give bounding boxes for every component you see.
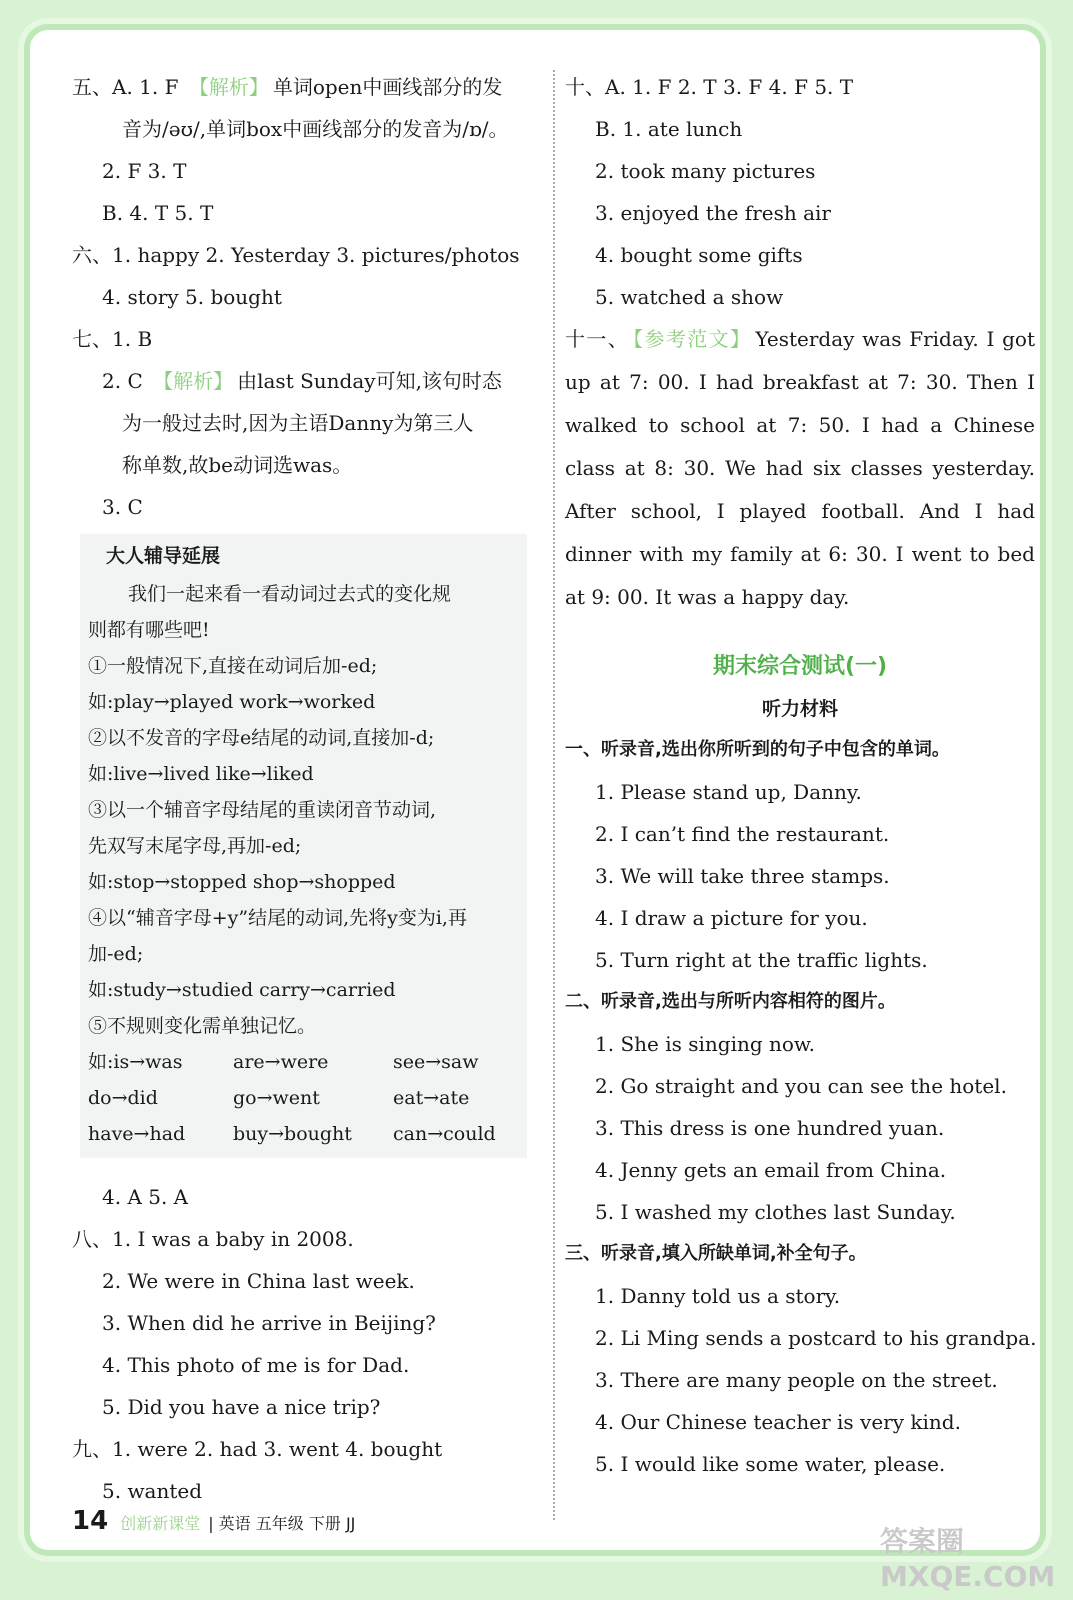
analysis-tag: 【解析】 — [188, 75, 269, 99]
irregular-example: buy→bought — [233, 1123, 352, 1145]
answer-9-1: 九、1. were 2. had 3. went 4. bought — [72, 1437, 443, 1461]
answer-8-3: 3. When did he arrive in Beijing? — [102, 1311, 436, 1335]
answer-5a-2: 2. F 3. T — [102, 159, 187, 183]
irregular-example: eat→ate — [393, 1087, 470, 1109]
answer-6-1: 六、1. happy 2. Yesterday 3. pictures/photos — [72, 243, 520, 267]
rule-5: ⑤不规则变化需单独记忆。 — [88, 1015, 317, 1037]
answer-6-2: 4. story 5. bought — [102, 285, 282, 309]
sample-essay-tag: 【参考范文】 — [633, 327, 752, 351]
rule-1-example: 如:play→played work→worked — [88, 691, 376, 713]
rule-2: ②以不发音的字母e结尾的动词,直接加-d; — [88, 727, 435, 749]
answer-10b-3: 3. enjoyed the fresh air — [595, 201, 831, 225]
rule-4-example: 如:study→studied carry→carried — [88, 979, 396, 1001]
q2-item: 5. I washed my clothes last Sunday. — [595, 1200, 956, 1224]
rule-4-cont: 加-ed; — [88, 943, 144, 965]
q3-item: 2. Li Ming sends a postcard to his grandpa. — [595, 1326, 1037, 1350]
answer-10b-5: 5. watched a show — [595, 285, 784, 309]
rule-2-example: 如:live→lived like→liked — [88, 763, 314, 785]
column-divider — [553, 70, 555, 1520]
answer-10a: 十、A. 1. F 2. T 3. F 4. F 5. T — [565, 75, 854, 99]
answer-8-4: 4. This photo of me is for Dad. — [102, 1353, 410, 1377]
box-intro: 我们一起来看一看动词过去式的变化规 — [128, 583, 452, 605]
watermark: 答案圈 MXQE.COM — [880, 1525, 1056, 1593]
answer-8-5: 5. Did you have a nice trip? — [102, 1395, 381, 1419]
right-column — [565, 66, 1035, 1485]
answer-11-essay: 十一、 【参考范文】 Yesterday was Friday. I got up at 7: 00. I had breakfast at 7: 30. Then I walked to school at 7: 50. I had a Chinese class at 8: 30. We had six classes yesterday. After school, I played football. And I had dinner with my family at 6: 30. I went to bed at 9: 00. It was a happy day. — [565, 327, 1036, 609]
answer-7-2-cont: 为一般过去时,因为主语Danny为第三人 — [122, 411, 474, 435]
q1-item: 5. Turn right at the traffic lights. — [595, 948, 928, 972]
answer-10b-4: 4. bought some gifts — [595, 243, 803, 267]
rule-3-cont: 先双写末尾字母,再加-ed; — [88, 835, 302, 857]
listening-q3: 三、听录音,填入所缺单词,补全句子。 — [565, 1243, 867, 1264]
box-title: 大人辅导延展 — [106, 545, 221, 567]
listening-material-title: 听力材料 — [761, 698, 838, 720]
q2-item: 3. This dress is one hundred yuan. — [595, 1116, 945, 1140]
irregular-examples — [88, 1044, 517, 1152]
irregular-example: are→were — [233, 1051, 329, 1073]
q3-item: 5. I would like some water, please. — [595, 1452, 946, 1476]
section-title: 期末综合测试(一) — [712, 654, 888, 679]
answer-5a: 五、A. 1. F 【解析】 单词open中画线部分的发 — [72, 75, 503, 99]
q2-item: 2. Go straight and you can see the hotel. — [595, 1074, 1007, 1098]
page-footer — [72, 1506, 355, 1536]
answer-5a-cont: 音为/əʊ/,单词box中画线部分的发音为/ɒ/。 — [122, 117, 509, 141]
irregular-example: 如:is→was — [88, 1051, 183, 1073]
q2-item: 4. Jenny gets an email from China. — [595, 1158, 947, 1182]
q3-item: 3. There are many people on the street. — [595, 1368, 998, 1392]
page-number: 14 — [72, 1506, 109, 1536]
book-info: | 英语 五年级 下册 JJ — [208, 1514, 356, 1533]
answer-10b-1: B. 1. ate lunch — [595, 117, 743, 141]
answer-7-2-cont2: 称单数,故be动词选was。 — [122, 453, 353, 477]
analysis-tag: 【解析】 — [153, 369, 234, 393]
tutoring-box — [80, 534, 527, 1158]
irregular-example: do→did — [88, 1087, 158, 1109]
brand-name: 创新新课堂 — [120, 1514, 201, 1533]
irregular-example: have→had — [88, 1123, 186, 1145]
rule-4: ④以“辅音字母+y”结尾的动词,先将y变为i,再 — [88, 907, 467, 929]
q3-item: 4. Our Chinese teacher is very kind. — [595, 1410, 961, 1434]
answer-7-45: 4. A 5. A — [102, 1185, 189, 1209]
answer-8-2: 2. We were in China last week. — [102, 1269, 415, 1293]
irregular-example: see→saw — [393, 1051, 479, 1073]
answer-5b: B. 4. T 5. T — [102, 201, 214, 225]
rule-3-example: 如:stop→stopped shop→shopped — [88, 871, 396, 893]
q1-item: 2. I can’t find the restaurant. — [595, 822, 890, 846]
left-column — [72, 66, 527, 1512]
q2-item: 1. She is singing now. — [595, 1032, 816, 1056]
q1-item: 4. I draw a picture for you. — [595, 906, 868, 930]
box-intro-2: 则都有哪些吧! — [88, 619, 210, 641]
irregular-example: can→could — [393, 1123, 496, 1145]
rule-1: ①一般情况下,直接在动词后加-ed; — [88, 655, 378, 677]
listening-q2: 二、听录音,选出与所听内容相符的图片。 — [565, 991, 896, 1012]
rule-3: ③以一个辅音字母结尾的重读闭音节动词, — [88, 799, 437, 821]
listening-q1: 一、听录音,选出你所听到的句子中包含的单词。 — [565, 739, 950, 760]
answer-8-1: 八、1. I was a baby in 2008. — [72, 1227, 354, 1251]
answer-7-2: 2. C 【解析】 由last Sunday可知,该句时态 — [102, 369, 502, 393]
answer-7-1: 七、1. B — [72, 327, 153, 351]
q1-item: 3. We will take three stamps. — [595, 864, 890, 888]
answer-9-2: 5. wanted — [102, 1479, 203, 1503]
answer-7-3: 3. C — [102, 495, 143, 519]
q1-item: 1. Please stand up, Danny. — [595, 780, 862, 804]
irregular-example: go→went — [233, 1087, 320, 1109]
q3-item: 1. Danny told us a story. — [595, 1284, 841, 1308]
answer-10b-2: 2. took many pictures — [595, 159, 816, 183]
